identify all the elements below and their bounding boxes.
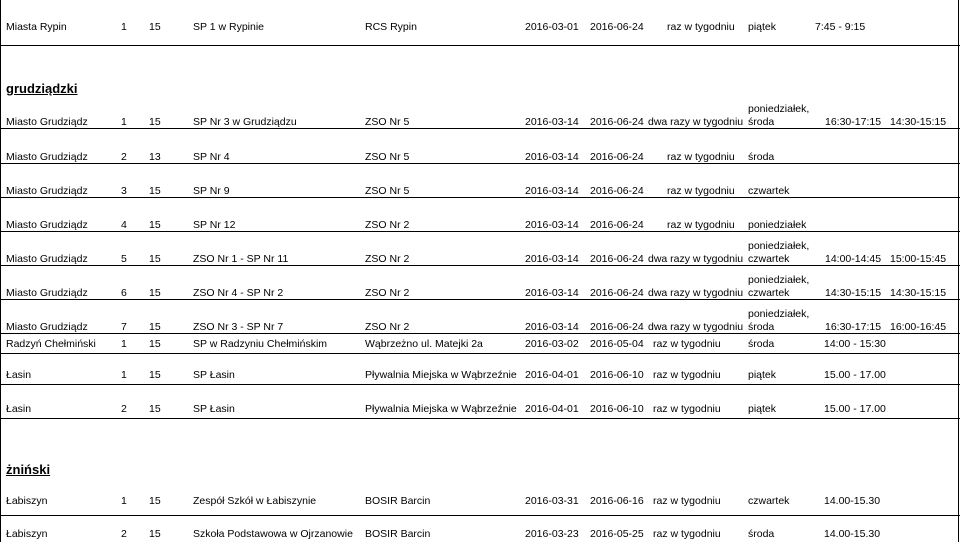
cell-number: 2 xyxy=(121,403,127,415)
cell-time: 16:30-17:15 xyxy=(825,321,882,333)
cell-time: 14.00-15.30 xyxy=(824,528,881,540)
cell-number: 4 xyxy=(121,219,127,231)
cell-venue: ZSO Nr 5 xyxy=(365,185,410,197)
section-header-grudziadzki: grudziądzki xyxy=(6,81,78,96)
cell-day: poniedziałek xyxy=(748,219,807,231)
cell-frequency: raz w tygodniu xyxy=(653,495,721,507)
cell-venue: ZSO Nr 5 xyxy=(365,151,410,163)
cell-school: SP Łasin xyxy=(193,403,235,415)
cell-start-date: 2016-03-14 xyxy=(525,253,579,265)
cell-city: Miasto Grudziądz xyxy=(6,287,88,299)
cell-end-date: 2016-06-10 xyxy=(590,369,644,381)
cell-day: poniedziałek, xyxy=(748,308,810,320)
cell-time: 15.00 - 17.00 xyxy=(824,369,886,381)
cell-end-date: 2016-06-16 xyxy=(590,495,644,507)
cell-time: 14:00 - 15:30 xyxy=(824,338,886,350)
cell-venue: Pływalnia Miejska w Wąbrzeźnie xyxy=(365,403,517,415)
cell-count: 15 xyxy=(149,116,161,128)
cell-frequency: raz w tygodniu xyxy=(667,185,735,197)
cell-frequency: raz w tygodniu xyxy=(667,21,735,33)
cell-end-date: 2016-06-24 xyxy=(590,21,644,33)
cell-time-second: 16:00-16:45 xyxy=(890,321,947,333)
cell-day: piątek xyxy=(748,369,777,381)
cell-day: środa xyxy=(748,151,775,163)
cell-city: Miasto Grudziądz xyxy=(6,321,88,333)
cell-city: Miasto Grudziądz xyxy=(6,151,88,163)
cell-venue: ZSO Nr 2 xyxy=(365,321,410,333)
cell-number: 7 xyxy=(121,321,127,333)
cell-start-date: 2016-03-14 xyxy=(525,287,579,299)
cell-school: SP w Radzyniu Chełmińskim xyxy=(193,338,328,350)
cell-venue: BOSIR Barcin xyxy=(365,528,431,540)
cell-day: piątek xyxy=(748,21,777,33)
cell-venue: BOSIR Barcin xyxy=(365,495,431,507)
cell-end-date: 2016-06-24 xyxy=(590,287,644,299)
cell-end-date: 2016-06-24 xyxy=(590,253,644,265)
cell-number: 6 xyxy=(121,287,127,299)
cell-school: SP Łasin xyxy=(193,369,235,381)
cell-day-second: środa xyxy=(748,321,775,333)
row-divider xyxy=(0,265,960,266)
cell-end-date: 2016-06-24 xyxy=(590,321,644,333)
cell-frequency: raz w tygodniu xyxy=(653,403,721,415)
cell-city: Miasto Grudziądz xyxy=(6,185,88,197)
row-divider xyxy=(0,418,960,419)
cell-end-date: 2016-06-10 xyxy=(590,403,644,415)
cell-day: środa xyxy=(748,528,775,540)
cell-school: SP Nr 12 xyxy=(193,219,236,231)
cell-start-date: 2016-03-14 xyxy=(525,116,579,128)
cell-end-date: 2016-05-25 xyxy=(590,528,644,540)
cell-city: Miasto Grudziądz xyxy=(6,116,88,128)
cell-count: 15 xyxy=(149,321,161,333)
cell-venue: ZSO Nr 2 xyxy=(365,287,410,299)
cell-frequency: raz w tygodniu xyxy=(653,338,721,350)
cell-city: Łabiszyn xyxy=(6,528,48,540)
cell-school: SP Nr 4 xyxy=(193,151,230,163)
cell-count: 15 xyxy=(149,185,161,197)
cell-time-second: 14:30-15:15 xyxy=(890,116,947,128)
cell-frequency: raz w tygodniu xyxy=(653,369,721,381)
row-divider xyxy=(0,353,960,354)
cell-venue: ZSO Nr 2 xyxy=(365,219,410,231)
cell-count: 15 xyxy=(149,253,161,265)
cell-frequency: dwa razy w tygodniu xyxy=(648,321,744,333)
cell-day: poniedziałek, xyxy=(748,103,810,115)
cell-city: Łasin xyxy=(6,369,32,381)
cell-start-date: 2016-03-01 xyxy=(525,21,579,33)
cell-count: 15 xyxy=(149,403,161,415)
cell-number: 3 xyxy=(121,185,127,197)
cell-start-date: 2016-03-14 xyxy=(525,321,579,333)
cell-number: 1 xyxy=(121,338,127,350)
cell-time: 14:30-15:15 xyxy=(825,287,882,299)
cell-number: 2 xyxy=(121,528,127,540)
cell-school: SP 1 w Rypinie xyxy=(193,21,265,33)
cell-time: 15.00 - 17.00 xyxy=(824,403,886,415)
row-divider xyxy=(0,384,960,385)
cell-frequency: dwa razy w tygodniu xyxy=(648,253,744,265)
cell-frequency: raz w tygodniu xyxy=(667,219,735,231)
cell-end-date: 2016-05-04 xyxy=(590,338,644,350)
cell-school: ZSO Nr 1 - SP Nr 11 xyxy=(193,253,289,265)
cell-school: ZSO Nr 3 - SP Nr 7 xyxy=(193,321,284,333)
cell-start-date: 2016-03-14 xyxy=(525,151,579,163)
cell-number: 5 xyxy=(121,253,127,265)
cell-venue: RCS Rypin xyxy=(365,21,417,33)
left-border xyxy=(0,0,1,542)
cell-city: Łabiszyn xyxy=(6,495,48,507)
cell-time: 14.00-15.30 xyxy=(824,495,881,507)
cell-frequency: dwa razy w tygodniu xyxy=(648,287,744,299)
row-divider xyxy=(0,333,960,334)
cell-count: 15 xyxy=(149,21,161,33)
row-divider xyxy=(0,197,960,198)
row-divider xyxy=(0,299,960,300)
cell-school: SP Nr 9 xyxy=(193,185,230,197)
cell-school: Zespół Szkół w Łabiszynie xyxy=(193,495,317,507)
cell-start-date: 2016-04-01 xyxy=(525,403,579,415)
cell-time: 14:00-14:45 xyxy=(825,253,882,265)
cell-day: poniedziałek, xyxy=(748,240,810,252)
cell-venue: Pływalnia Miejska w Wąbrzeźnie xyxy=(365,369,517,381)
cell-venue: Wąbrzeżno ul. Matejki 2a xyxy=(365,338,483,350)
cell-city: Łasin xyxy=(6,403,32,415)
cell-day: piątek xyxy=(748,403,777,415)
cell-number: 1 xyxy=(121,369,127,381)
cell-count: 15 xyxy=(149,528,161,540)
cell-venue: ZSO Nr 5 xyxy=(365,116,410,128)
section-header-zninski: żniński xyxy=(6,462,51,477)
cell-day-second: czwartek xyxy=(748,287,790,299)
cell-frequency: raz w tygodniu xyxy=(667,151,735,163)
right-border xyxy=(958,0,959,542)
cell-count: 15 xyxy=(149,219,161,231)
cell-number: 1 xyxy=(121,21,127,33)
cell-day-second: środa xyxy=(748,116,775,128)
cell-time-second: 14:30-15:15 xyxy=(890,287,947,299)
cell-day: czwartek xyxy=(748,185,790,197)
cell-start-date: 2016-03-14 xyxy=(525,185,579,197)
cell-start-date: 2016-03-02 xyxy=(525,338,579,350)
cell-city: Miasto Grudziądz xyxy=(6,219,88,231)
cell-day-second: czwartek xyxy=(748,253,790,265)
cell-count: 13 xyxy=(149,151,161,163)
cell-day: środa xyxy=(748,338,775,350)
cell-day: czwartek xyxy=(748,495,790,507)
cell-end-date: 2016-06-24 xyxy=(590,219,644,231)
cell-count: 15 xyxy=(149,369,161,381)
cell-end-date: 2016-06-24 xyxy=(590,151,644,163)
cell-count: 15 xyxy=(149,495,161,507)
row-divider xyxy=(0,515,960,516)
row-divider xyxy=(0,45,960,46)
cell-time: 7:45 - 9:15 xyxy=(815,21,866,33)
cell-number: 1 xyxy=(121,116,127,128)
cell-time-second: 15:00-15:45 xyxy=(890,253,947,265)
cell-start-date: 2016-04-01 xyxy=(525,369,579,381)
cell-frequency: raz w tygodniu xyxy=(653,528,721,540)
cell-day: poniedziałek, xyxy=(748,274,810,286)
cell-number: 2 xyxy=(121,151,127,163)
cell-time: 16:30-17:15 xyxy=(825,116,882,128)
cell-count: 15 xyxy=(149,287,161,299)
row-divider xyxy=(0,231,960,232)
row-divider xyxy=(0,128,960,129)
cell-city: Miasto Grudziądz xyxy=(6,253,88,265)
cell-start-date: 2016-03-14 xyxy=(525,219,579,231)
cell-city: Miasta Rypin xyxy=(6,21,67,33)
cell-school: ZSO Nr 4 - SP Nr 2 xyxy=(193,287,284,299)
cell-start-date: 2016-03-23 xyxy=(525,528,579,540)
cell-count: 15 xyxy=(149,338,161,350)
cell-venue: ZSO Nr 2 xyxy=(365,253,410,265)
cell-end-date: 2016-06-24 xyxy=(590,116,644,128)
cell-end-date: 2016-06-24 xyxy=(590,185,644,197)
cell-start-date: 2016-03-31 xyxy=(525,495,579,507)
row-divider xyxy=(0,163,960,164)
cell-frequency: dwa razy w tygodniu xyxy=(648,116,744,128)
cell-school: SP Nr 3 w Grudziądzu xyxy=(193,116,297,128)
cell-school: Szkoła Podstawowa w Ojrzanowie xyxy=(193,528,353,540)
cell-number: 1 xyxy=(121,495,127,507)
cell-city: Radzyń Chełmiński xyxy=(6,338,96,350)
